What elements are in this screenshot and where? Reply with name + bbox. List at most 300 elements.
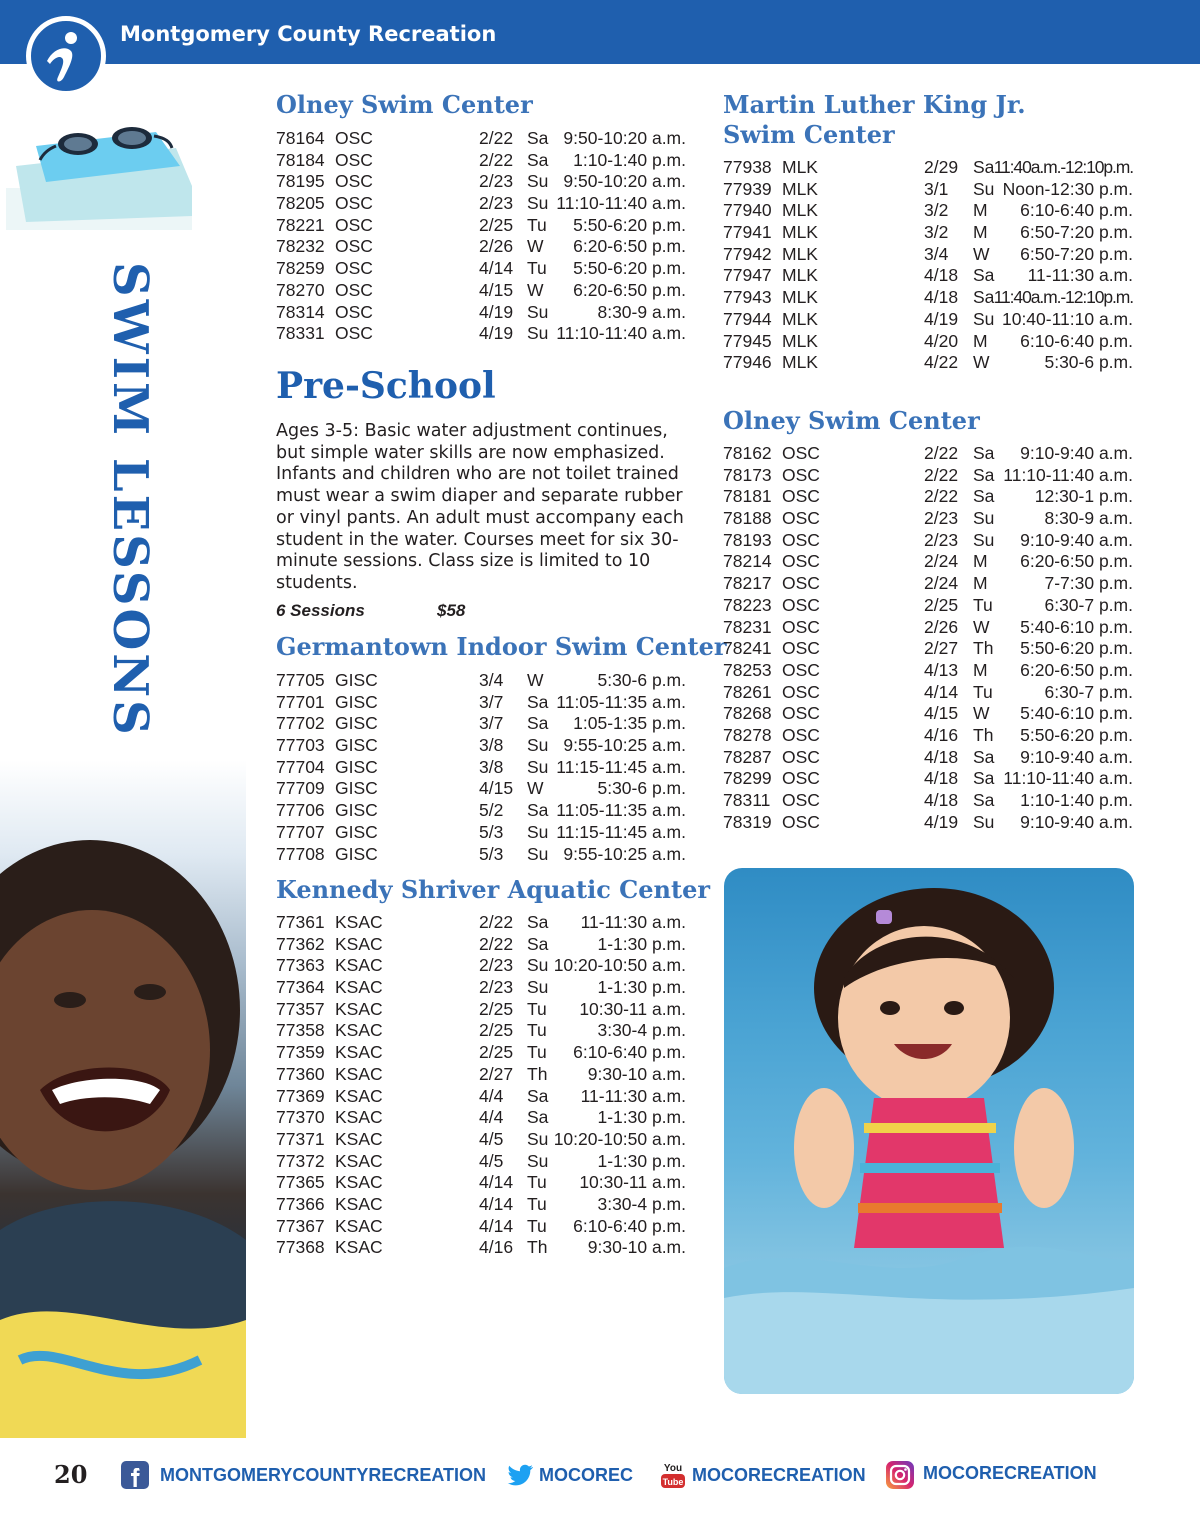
schedule-row [723, 682, 1133, 704]
class-time: 11:40a.m.-12:10p.m. [993, 287, 1133, 308]
start-date: 2/24 [924, 551, 959, 572]
location-code: OSC [782, 659, 820, 680]
schedule-row [276, 193, 686, 215]
class-time: 9:10-9:40 a.m. [1020, 811, 1133, 832]
location-code: OSC [782, 508, 820, 529]
class-time: 11-11:30 a.m. [580, 1085, 686, 1106]
schedule-row [276, 1042, 686, 1064]
start-date: 4/15 [924, 703, 959, 724]
location-code: OSC [335, 128, 373, 148]
day-of-week: Su [527, 323, 549, 344]
course-code: 78241 [723, 638, 772, 659]
youtube-icon [658, 1460, 688, 1490]
day-of-week: Sa [527, 933, 549, 954]
day-of-week: Su [527, 977, 549, 998]
schedule-row [276, 1020, 686, 1042]
course-code: 77366 [276, 1193, 325, 1214]
olney-right-schedule [723, 443, 1133, 833]
course-code: 77703 [276, 735, 325, 756]
day-of-week: M [973, 222, 988, 243]
start-date: 3/8 [479, 735, 504, 756]
start-date: 3/7 [479, 713, 504, 734]
location-code: KSAC [335, 1193, 383, 1214]
day-of-week: Tu [527, 1042, 547, 1063]
location-code: OSC [335, 214, 373, 235]
day-of-week: W [527, 670, 544, 690]
location-code: OSC [782, 464, 820, 485]
class-time: 6:20-6:50 p.m. [573, 279, 686, 300]
start-date: 3/2 [924, 222, 949, 243]
class-time: 6:10-6:40 p.m. [1020, 200, 1133, 221]
class-time: 11:10-11:40 a.m. [556, 193, 686, 214]
schedule-row [723, 200, 1133, 222]
course-code: 78311 [723, 790, 771, 810]
location-code: GISC [335, 691, 378, 712]
course-code: 77939 [723, 178, 772, 199]
location-code: GISC [335, 713, 378, 734]
course-code: 78319 [723, 811, 772, 832]
class-time: 1-1:30 p.m. [597, 977, 686, 998]
course-code: 77945 [723, 330, 772, 351]
day-of-week: Sa [973, 265, 995, 286]
schedule-row [723, 486, 1133, 508]
start-date: 4/15 [479, 778, 514, 799]
class-time: 6:20-6:50 p.m. [1020, 659, 1133, 680]
schedule-row [723, 287, 1133, 309]
location-code: OSC [782, 811, 820, 832]
day-of-week: Sa [973, 464, 995, 485]
location-code: OSC [335, 193, 373, 214]
start-date: 2/23 [924, 508, 959, 529]
instagram-handle: MOCORECREATION [923, 1463, 1097, 1483]
course-code: 78217 [723, 573, 772, 594]
day-of-week: Sa [973, 746, 995, 767]
facebook-link[interactable] [120, 1460, 490, 1490]
location-code: KSAC [335, 1020, 383, 1041]
start-date: 5/3 [479, 821, 504, 842]
schedule-row [723, 638, 1133, 660]
start-date: 2/23 [479, 193, 514, 214]
facebook-handle: MONTGOMERYCOUNTYRECREATION [160, 1465, 486, 1485]
course-code: 78223 [723, 594, 772, 615]
day-of-week: Su [527, 1150, 549, 1171]
start-date: 4/19 [479, 301, 514, 322]
schedule-row [276, 1237, 686, 1259]
start-date: 2/27 [924, 638, 959, 659]
class-time: 5:40-6:10 p.m. [1020, 616, 1133, 637]
day-of-week: W [973, 352, 990, 373]
start-date: 3/1 [924, 178, 949, 199]
class-time: 5:30-6 p.m. [597, 670, 686, 690]
kennedy-heading: Kennedy Shriver Aquatic Center [276, 875, 711, 904]
course-code: 78188 [723, 508, 772, 529]
class-time: 9:10-9:40 a.m. [1020, 529, 1133, 550]
start-date: 2/23 [479, 171, 514, 192]
course-code: 77708 [276, 843, 325, 864]
day-of-week: Su [527, 955, 549, 976]
location-code: KSAC [335, 955, 383, 976]
location-code: GISC [335, 756, 378, 777]
olney-right-heading: Olney Swim Center [723, 406, 980, 435]
location-code: KSAC [335, 933, 383, 954]
sessions-count: 6 Sessions [276, 601, 365, 620]
schedule-row [276, 822, 686, 844]
class-time: 7-7:30 p.m. [1044, 573, 1133, 594]
location-code: OSC [782, 681, 820, 702]
page-number: 20 [54, 1460, 88, 1489]
location-code: KSAC [335, 1085, 383, 1106]
schedule-row [723, 660, 1133, 682]
schedule-row [276, 757, 686, 779]
class-time: 10:30-11 a.m. [579, 998, 686, 1019]
start-date: 4/5 [479, 1150, 504, 1171]
day-of-week: Sa [527, 149, 549, 170]
schedule-row [276, 844, 686, 866]
class-time: 8:30-9 a.m. [597, 301, 686, 322]
class-time: 6:50-7:20 p.m. [1020, 243, 1133, 264]
schedule-row [276, 171, 686, 193]
start-date: 4/18 [924, 768, 959, 789]
class-time: 1:05-1:35 p.m. [573, 713, 686, 734]
location-code: KSAC [335, 1172, 383, 1193]
olney-schedule [276, 128, 686, 345]
start-date: 2/26 [924, 616, 959, 637]
schedule-row [723, 703, 1133, 725]
recreation-logo [26, 16, 106, 96]
class-time: 10:30-11 a.m. [579, 1172, 686, 1193]
course-code: 78253 [723, 659, 772, 680]
schedule-row [723, 443, 1133, 465]
start-date: 2/22 [924, 443, 959, 463]
location-code: MLK [782, 287, 818, 308]
course-code: 78184 [276, 149, 325, 170]
location-code: OSC [782, 703, 820, 724]
start-date: 2/22 [479, 149, 514, 170]
schedule-row [276, 692, 686, 714]
child-swimming-photo [0, 760, 246, 1438]
location-code: OSC [782, 486, 820, 507]
course-code: 78231 [723, 616, 772, 637]
olney-heading: Olney Swim Center [276, 90, 533, 119]
schedule-row [276, 280, 686, 302]
day-of-week: Su [527, 735, 549, 756]
course-code: 77363 [276, 955, 325, 976]
svg-text:Tube: Tube [662, 1477, 684, 1487]
course-code: 77369 [276, 1085, 325, 1106]
start-date: 4/14 [479, 1172, 514, 1193]
course-code: 77706 [276, 800, 325, 821]
location-code: OSC [782, 529, 820, 550]
instagram-link[interactable] [885, 1460, 1100, 1490]
schedule-row [276, 1129, 686, 1151]
location-code: MLK [782, 308, 818, 329]
start-date: 2/27 [479, 1063, 514, 1084]
class-time: 6:20-6:50 p.m. [573, 236, 686, 257]
start-date: 2/23 [479, 955, 514, 976]
class-time: 6:10-6:40 p.m. [573, 1042, 686, 1063]
location-code: MLK [782, 178, 818, 199]
class-time: 3:30-4 p.m. [597, 1193, 686, 1214]
start-date: 4/18 [924, 287, 959, 308]
germantown-heading: Germantown Indoor Swim Center [276, 632, 727, 661]
svg-text:You: You [663, 1463, 683, 1474]
course-code: 77365 [276, 1172, 325, 1193]
class-time: 1:10-1:40 p.m. [573, 149, 686, 170]
day-of-week: M [973, 573, 988, 594]
schedule-row [723, 508, 1133, 530]
class-time: 5:50-6:20 p.m. [573, 214, 686, 235]
course-code: 78162 [723, 443, 772, 463]
twitter-link[interactable] [505, 1460, 635, 1490]
start-date: 4/13 [924, 659, 959, 680]
class-time: 6:50-7:20 p.m. [1020, 222, 1133, 243]
schedule-row [276, 236, 686, 258]
location-code: OSC [782, 724, 820, 745]
day-of-week: Su [527, 843, 549, 864]
course-code: 77701 [276, 691, 325, 712]
day-of-week: Su [973, 308, 995, 329]
day-of-week: Sa [527, 912, 549, 932]
schedule-row [276, 1064, 686, 1086]
twitter-handle: MOCOREC [539, 1465, 633, 1485]
day-of-week: W [973, 243, 990, 264]
twitter-icon [505, 1460, 535, 1490]
start-date: 4/14 [924, 681, 959, 702]
schedule-row [723, 725, 1133, 747]
day-of-week: Su [527, 1128, 549, 1149]
start-date: 2/25 [479, 998, 514, 1019]
day-of-week: Tu [527, 1215, 547, 1236]
course-code: 77360 [276, 1063, 325, 1084]
start-date: 3/2 [924, 200, 949, 221]
start-date: 2/22 [924, 486, 959, 507]
schedule-row [723, 747, 1133, 769]
start-date: 4/4 [479, 1085, 504, 1106]
class-time: 9:10-9:40 a.m. [1020, 746, 1133, 767]
location-code: KSAC [335, 1237, 383, 1258]
location-code: OSC [782, 790, 820, 810]
schedule-row [276, 1216, 686, 1238]
course-code: 77940 [723, 200, 772, 221]
day-of-week: W [973, 616, 990, 637]
start-date: 3/8 [479, 756, 504, 777]
course-code: 77364 [276, 977, 325, 998]
day-of-week: Th [527, 1237, 548, 1258]
start-date: 4/14 [479, 258, 514, 279]
class-time: 1-1:30 p.m. [597, 1150, 686, 1171]
start-date: 2/22 [479, 128, 514, 148]
day-of-week: Sa [527, 800, 549, 821]
class-time: 1:10-1:40 p.m. [1020, 790, 1133, 810]
course-code: 77368 [276, 1237, 325, 1258]
class-time: 6:10-6:40 p.m. [573, 1215, 686, 1236]
schedule-row [723, 617, 1133, 639]
schedule-row [276, 1151, 686, 1173]
schedule-row [723, 309, 1133, 331]
schedule-row [723, 157, 1133, 179]
location-code: OSC [782, 443, 820, 463]
location-code: MLK [782, 330, 818, 351]
course-code: 77371 [276, 1128, 325, 1149]
start-date: 2/22 [924, 464, 959, 485]
day-of-week: Th [973, 638, 994, 659]
start-date: 4/20 [924, 330, 959, 351]
course-code: 78314 [276, 301, 325, 322]
day-of-week: Tu [527, 214, 547, 235]
course-code: 78261 [723, 681, 772, 702]
class-time: 9:10-9:40 a.m. [1020, 443, 1133, 463]
course-code: 77370 [276, 1107, 325, 1128]
day-of-week: Sa [973, 486, 995, 507]
course-code: 78232 [276, 236, 325, 257]
location-code: OSC [335, 323, 373, 344]
class-time: 11:05-11:35 a.m. [556, 691, 686, 712]
course-code: 77359 [276, 1042, 325, 1063]
day-of-week: M [973, 551, 988, 572]
course-code: 78287 [723, 746, 772, 767]
location-code: OSC [782, 551, 820, 572]
course-code: 77367 [276, 1215, 325, 1236]
start-date: 4/19 [924, 308, 959, 329]
course-code: 77705 [276, 670, 325, 690]
course-code: 78173 [723, 464, 772, 485]
class-time: 5:50-6:20 p.m. [573, 258, 686, 279]
day-of-week: Tu [973, 681, 993, 702]
course-code: 77709 [276, 778, 325, 799]
schedule-row [276, 258, 686, 280]
class-time: 11:15-11:45 a.m. [556, 821, 686, 842]
day-of-week: Sa [527, 1085, 549, 1106]
location-code: MLK [782, 222, 818, 243]
schedule-row [723, 595, 1133, 617]
day-of-week: Th [973, 724, 994, 745]
class-time: 9:55-10:25 a.m. [563, 735, 686, 756]
class-time: 11:05-11:35 a.m. [556, 800, 686, 821]
class-time: 1-1:30 p.m. [597, 933, 686, 954]
start-date: 2/22 [479, 912, 514, 932]
class-time: 5:50-6:20 p.m. [1020, 724, 1133, 745]
course-code: 77944 [723, 308, 772, 329]
start-date: 4/19 [924, 811, 959, 832]
location-code: KSAC [335, 977, 383, 998]
schedule-row [276, 215, 686, 237]
course-code: 77938 [723, 157, 772, 177]
instagram-icon [885, 1460, 915, 1490]
day-of-week: Sa [973, 768, 995, 789]
goggles-towel-image [6, 126, 192, 230]
schedule-row [723, 331, 1133, 353]
class-time: 5:30-6 p.m. [597, 778, 686, 799]
mlk-heading-line2: Swim Center [723, 120, 895, 149]
preschool-description: Ages 3-5: Basic water adjustment continues, but simple water skills are now emphasized. Infants and children who are not toilet trained must wear a swim diaper and separate rubber or vinyl pants. An adult must accompany each student in the water. Courses meet for six 30-minute sessions. Class size is limited to 10 students. [276, 421, 684, 593]
mlk-schedule [723, 157, 1133, 374]
location-code: GISC [335, 821, 378, 842]
class-time: 9:30-10 a.m. [587, 1237, 686, 1258]
location-code: KSAC [335, 1063, 383, 1084]
youtube-handle: MOCORECREATION [692, 1465, 866, 1485]
day-of-week: Su [527, 171, 549, 192]
day-of-week: M [973, 659, 988, 680]
day-of-week: Su [973, 178, 995, 199]
start-date: 2/23 [924, 529, 959, 550]
day-of-week: Su [973, 529, 995, 550]
schedule-row [723, 465, 1133, 487]
day-of-week: Sa [973, 790, 995, 810]
class-time: 11-11:30 a.m. [580, 912, 686, 932]
course-code: 78214 [723, 551, 772, 572]
start-date: 2/22 [479, 933, 514, 954]
location-code: KSAC [335, 998, 383, 1019]
class-time: 11:15-11:45 a.m. [556, 756, 686, 777]
course-code: 77702 [276, 713, 325, 734]
class-time: 10:40-11:10 a.m. [1001, 308, 1133, 329]
start-date: 4/4 [479, 1107, 504, 1128]
toddler-splashing-photo [724, 868, 1134, 1394]
day-of-week: Su [527, 193, 549, 214]
location-code: OSC [782, 616, 820, 637]
location-code: MLK [782, 265, 818, 286]
course-code: 77707 [276, 821, 325, 842]
class-time: 10:20-10:50 a.m. [553, 1128, 686, 1149]
start-date: 3/4 [479, 670, 504, 690]
schedule-row [276, 778, 686, 800]
schedule-row [276, 128, 686, 150]
header-title: Montgomery County Recreation [120, 22, 497, 46]
location-code: OSC [782, 638, 820, 659]
course-code: 77372 [276, 1150, 325, 1171]
schedule-row [276, 977, 686, 999]
start-date: 4/5 [479, 1128, 504, 1149]
start-date: 2/25 [924, 594, 959, 615]
youtube-link[interactable] [658, 1460, 870, 1490]
day-of-week: M [973, 330, 988, 351]
start-date: 5/2 [479, 800, 504, 821]
course-code: 78331 [276, 323, 325, 344]
schedule-row [723, 551, 1133, 573]
course-code: 78278 [723, 724, 772, 745]
schedule-row [723, 179, 1133, 201]
class-time: 6:20-6:50 p.m. [1020, 551, 1133, 572]
schedule-row [276, 323, 686, 345]
class-time: 8:30-9 a.m. [1044, 508, 1133, 529]
day-of-week: M [973, 200, 988, 221]
course-code: 78164 [276, 128, 325, 148]
day-of-week: Tu [527, 998, 547, 1019]
class-time: 6:10-6:40 p.m. [1020, 330, 1133, 351]
schedule-row [276, 1172, 686, 1194]
schedule-row [276, 999, 686, 1021]
location-code: MLK [782, 243, 818, 264]
schedule-row [723, 790, 1133, 812]
location-code: OSC [335, 258, 373, 279]
section-label: SWIM LESSONS [102, 262, 158, 738]
location-code: GISC [335, 735, 378, 756]
course-code: 77357 [276, 998, 325, 1019]
day-of-week: W [527, 236, 544, 257]
course-fee: $58 [437, 601, 466, 620]
start-date: 4/18 [924, 790, 959, 810]
day-of-week: Sa [527, 713, 549, 734]
course-code: 77943 [723, 287, 772, 308]
day-of-week: Tu [527, 1193, 547, 1214]
class-time: 11:10-11:40 a.m. [1003, 464, 1133, 485]
start-date: 4/15 [479, 279, 514, 300]
day-of-week: Su [973, 508, 995, 529]
schedule-row [276, 150, 686, 172]
schedule-row [276, 713, 686, 735]
location-code: KSAC [335, 1107, 383, 1128]
course-code: 77704 [276, 756, 325, 777]
